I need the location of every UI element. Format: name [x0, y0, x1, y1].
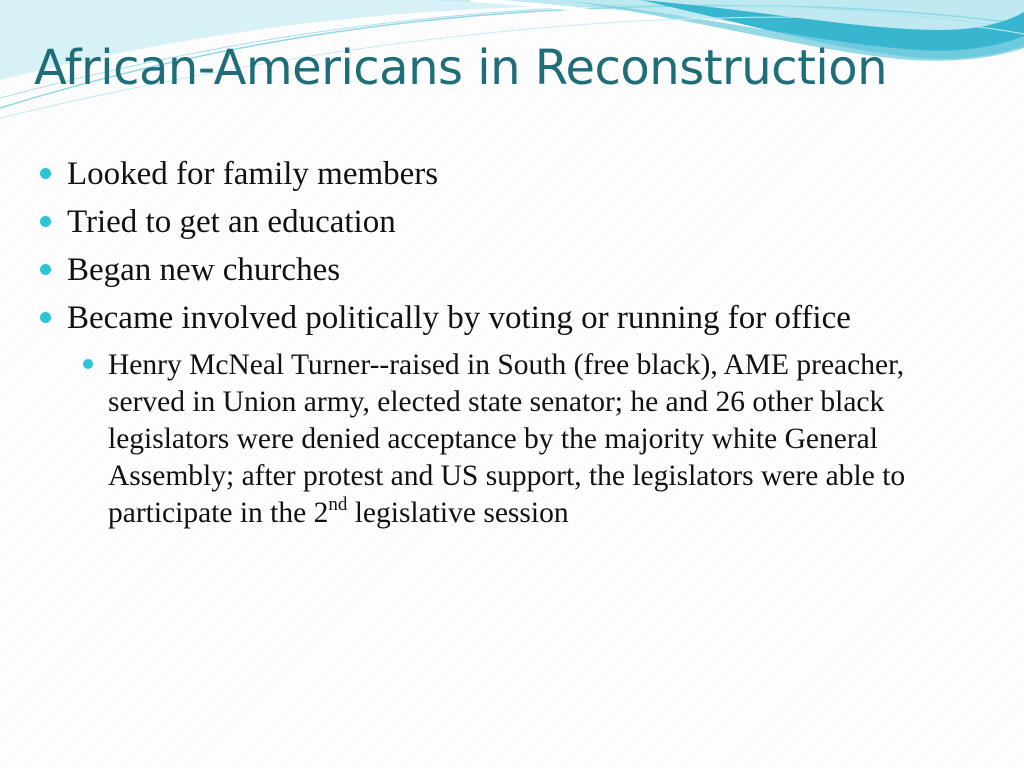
slide-title: African-Americans in Reconstruction — [34, 40, 888, 96]
ordinal-superscript: nd — [328, 494, 348, 515]
bullet-item — [67, 251, 927, 290]
bullet-text: Became involved politically by voting or running for office — [67, 300, 851, 336]
bullet-item — [67, 155, 927, 194]
bullet-item — [67, 299, 927, 338]
sub-bullet-text-end: legislative session — [347, 497, 569, 529]
bullet-dot-icon — [40, 264, 51, 275]
bullet-item — [67, 203, 927, 242]
sub-bullet-dot-icon — [83, 359, 93, 369]
bullet-dot-icon — [40, 216, 51, 227]
bullet-list — [0, 155, 1024, 532]
bullet-text: Looked for family members — [67, 156, 439, 192]
bullet-dot-icon — [40, 312, 51, 323]
bullet-text: Tried to get an education — [67, 204, 396, 240]
sub-bullet-text: Henry McNeal Turner--raised in South (free black), AME preacher, served in Union army, elected state senator; he and 26 other black legislators were denied acceptance by the majority white General Assembly; after protest and US support, the legislators were able to participate in the 2 — [108, 349, 906, 529]
bullet-dot-icon — [40, 168, 51, 179]
bullet-text: Began new churches — [67, 252, 341, 288]
sub-bullet-item — [108, 347, 978, 532]
